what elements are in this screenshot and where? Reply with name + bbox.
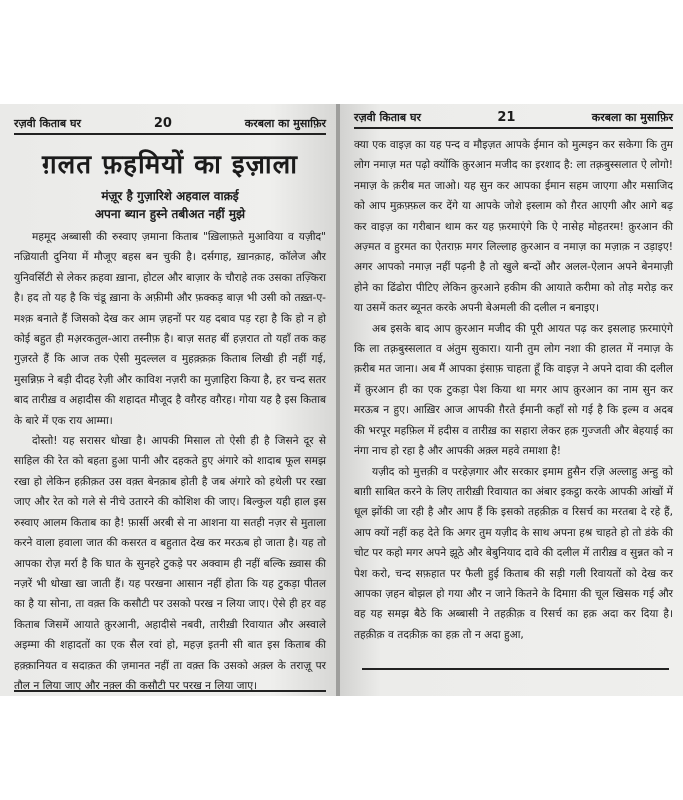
page-header	[354, 110, 673, 129]
paragraph: क्या एक वाइज़ का यह पन्द व मौइज़त आपके ईमान को मुत्मइन कर सकेगा कि तुम लोग नमाज़ मत पढ़ो क्योंकि क़ुरआन मजीद का इरशाद है: ला तक़्रबुस्सलात ऐ लोगो! नमाज़ के क़रीब मत जाओ। यह सुन कर आपका ईमान सहम जाएगा और मसाजिद को आप मुक़फ़्फ़ल कर देंगे या आपके जोशे इस्लाम को ग़ैरत आएगी और आगे बढ़ कर वाइज़ का गरीबान थाम कर यह फ़रमाएंगे कि ऐ नासेह मोहतरम! क़ुरआन की अज़्मत व हुरमत का ऐतराफ़ मगर लिल्लाह क़ुरआन व नमाज़ का मज़ाक़ न उड़ाइए! अगर आपको नमाज़ नहीं पढ़नी है तो खुले बन्दों और अलल-ऐलान अपने बेनमाज़ी होने का ढिंढोरा पीटिए लेकिन क़ुरआने हकीम की आयाते करीमा को तोड़ मरोड़ कर या उसमें कतर ब्यूनत करके अपनी बेअमली की दलील न बनाइए।	[354, 139, 673, 315]
page-number: 21	[497, 110, 516, 125]
bottom-rule	[362, 668, 669, 670]
epigraph-line-2: अपना ब्यान हुस्ने तबीअत नहीं मुझे	[94, 207, 246, 221]
right-page	[340, 104, 683, 696]
publisher-name: रज़वी किताब घर	[354, 111, 421, 124]
book-title-header: करबला का मुसाफ़िर	[591, 111, 673, 124]
paragraph: महमूद अब्बासी की रुस्वाए ज़माना किताब "ख़िलाफ़ते मुआविया व यज़ीद" नज़्रियाती दुनिया में मौजूए बहस बन चुकी है। दर्सगाह, ख़ानक़ाह, कॉलेज और युनिवर्सिटी से लेकर क़हवा ख़ाना, होटल और बाज़ार के चौराहे तक उसका तज़्किरा है। हद तो यह है कि चंडू ख़ाना के अफ़ीमी और फ़क्कड़ बाज़ भी उसी को तख़्त-ए-मश्क़ बनाते हैं जिसको देख कर आम ज़हनों पर यह दबाव पड़ रहा है कि हो न हो कोई बहुत ही मअ़रकतुल-आरा तस्नीफ़ है। बाज़ सतह बीं हज़रात तो यहाँ तक कह गुज़रते हैं कि आज तक ऐसी मुदल्लल व मुहक़्क़क़ किताब लिखी ही नहीं गई, मुसन्निफ़ ने बड़ी दीदह रेज़ी और काविश नज़री का मुज़ाहिरा किया है, हर चन्द सतर बाद तारीख़ व अहादीस की शहादत मौजूद है वग़ैरह वग़ैरह। गोया यह है इस किताब के बारे में एक राय आम्मा।	[14, 231, 326, 427]
paragraph: अब इसके बाद आप क़ुरआन मजीद की पूरी आयत पढ़ कर इसलाह फ़रमाएंगे कि ला तक़्रबुस्सलात व अंतुम सुकारा। यानी तुम लोग नशा की हालत में नमाज़ के क़रीब मत जाना। अब मैं आपका इंसाफ़ चाहता हूँ कि वाइज़ ने अपने दावा की दलील में क़ुरआन ही का एक टुकड़ा पेश किया था मगर आप क़ुरआन का नाम सुन कर मरऊब न हुए। आख़िर आज आपकी ग़ैरते ईमानी कहाँ सो गई है कि इल्म व अदब की भरपूर महफ़िल में हदीस व तारीख़ का सहारा लेकर हक़ गुज्जती और बेहयाई का नंगा नाच हो रहा है और आपकी अक़्ल महवे तमाशा है!	[354, 322, 673, 458]
chapter-title: ग़लत फ़हमियों का इज़ाला	[41, 150, 299, 180]
page-body	[354, 135, 673, 645]
paragraph: यज़ीद को मुत्तक़ी व परहेज़गार और सरकार इमाम हुसैन रज़ि अल्लाहु अन्हु को बाग़ी साबित करने के लिए तारीख़ी रिवायात का अंबार इकट्ठा करके आपकी आंखों में धूल झोंकी जा रही है और आप हैं कि इसको तहक़ीक़ व रिसर्च का मरतबा दे रहे हैं, आप क्यों नहीं कह देते कि अगर तुम यज़ीद के साथ अपना हश्र चाहते हो तो डंके की चोट पर कहो मगर अपने झूठे और बेबुनियाद दावे की दलील में तारीख़ व सुन्नत को न पेश करो, चन्द सफ़हात पर फैली हुई किताब की सड़ी गली रिवायतों को देख कर आपका ज़हन बोझल हो गया और न जाने कितने के दिमाग़ की चूल खिसक गई और वह यह समझ बैठे कि अब्बासी ने तहक़ीक़ व रिसर्च का हक़ अदा कर दिया है। तहक़ीक़ व तदक़ीक़ का हक़ तो न अदा हुआ,	[354, 465, 673, 641]
page-number: 20	[153, 116, 172, 131]
epigraph-line-1: मंज़ूर है गुज़ारिशे अहवाल वाक़ई	[101, 189, 239, 203]
page-header	[14, 116, 326, 135]
epigraph	[14, 187, 326, 223]
page-body	[14, 227, 326, 696]
book-spread	[0, 104, 683, 696]
paragraph: दोस्तो! यह सरासर धोखा है। आपकी मिसाल तो ऐसी ही है जिसने दूर से साहिल की रेत को बहता हुआ पानी और दहकते हुए अंगारे को शादाब फूल समझ रखा हो लेकिन हक़ीक़त उस वक़्त बेनक़ाब होती है जब अंगारे को हथेली पर रखा जाए और रेत को गले से नीचे उतारने की कोशिश की जाए। बिल्कुल यही हाल इस रुस्वाए आलम किताब का है! फ़ार्सी अरबी से ना आशना या सतही नज़र से मुताला करने वाला हवाला जात की कसरत व बहुतात देख कर मरऊब हो जाता है। यह तो आपका रोज़ मर्रा है कि घात के सुनहरे टुकड़े पर अक्वाम ही नहीं बल्कि ख़्वास की नज़रें भी धोखा खा जाती हैं। यह परखना आसान नहीं होता कि यह टुकड़ा पीतल का है या सोना, ता वक़्त कि कसौटी पर उसको परख न लिया जाए। ऐसे ही हर वह किताब जिसमें आयाते क़ुरआनी, अहादीसे नबवी, तारीख़ी रिवायात और अस्वाले अइम्मा की शहादतों का एक सैल रवां हो, महज़ इतनी सी बात इस किताब की हक़्क़ानियत व सदाक़त की ज़मानत नहीं ता वक़्त कि उसको अक़्ल के तराज़ू पर तौल न लिया जाए और नक़्ल की कसौटी पर परख न लिया जाए।	[14, 435, 326, 692]
bottom-rule	[14, 690, 326, 692]
left-page	[0, 104, 338, 696]
book-title-header: करबला का मुसाफ़िर	[244, 117, 326, 130]
publisher-name: रज़वी किताब घर	[14, 117, 81, 130]
